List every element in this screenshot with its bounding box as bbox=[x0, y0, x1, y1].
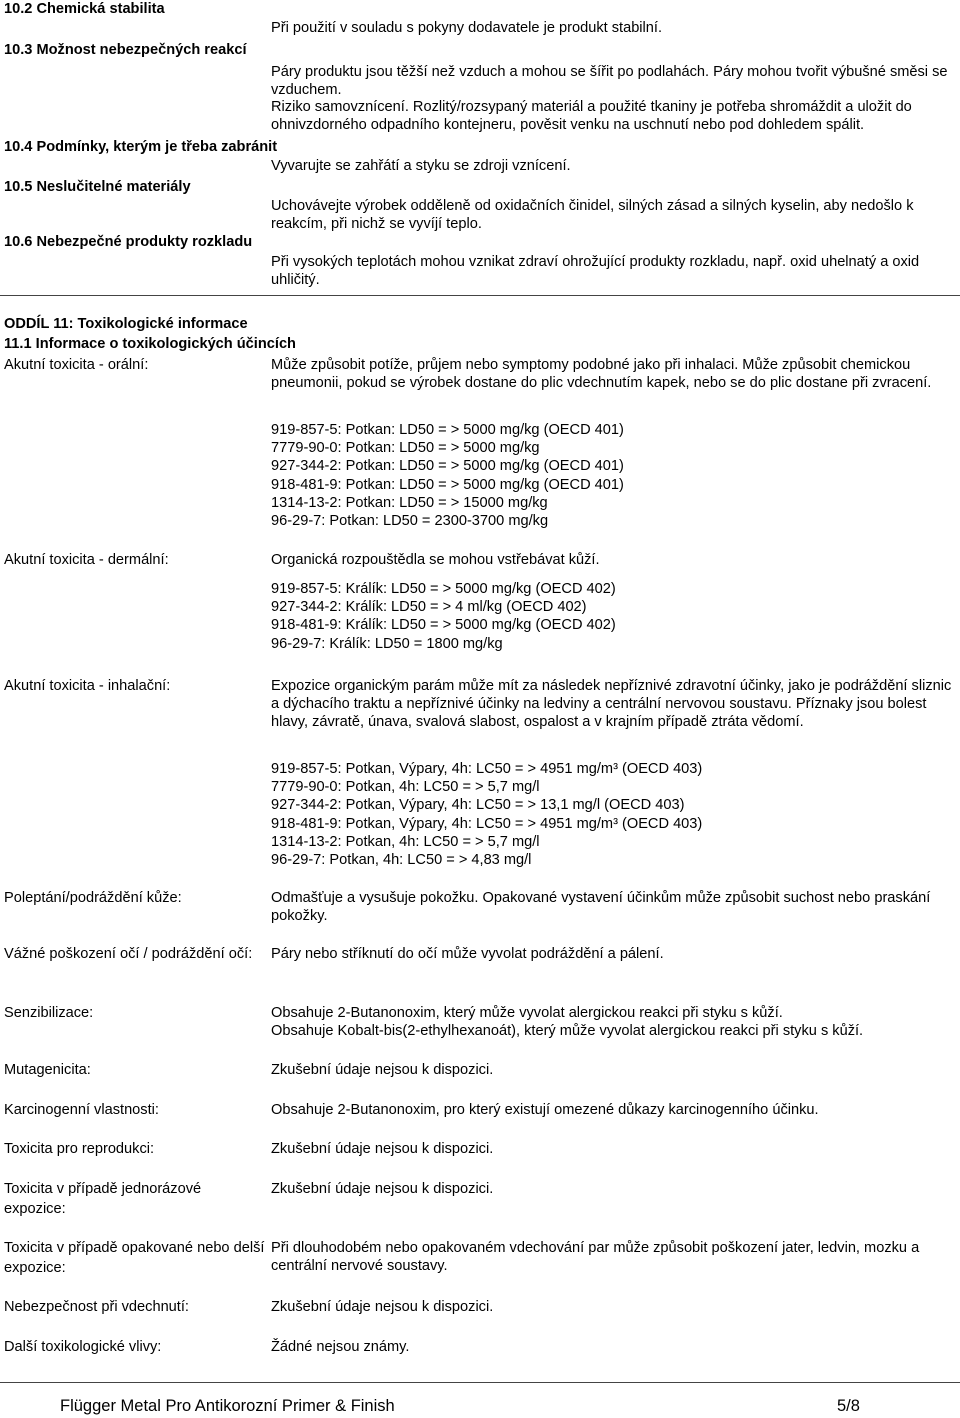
stot-repeated-text: Při dlouhodobém nebo opakovaném vdechování par může způsobit poškození jater, ledvin, mozku a centrální nervové soustavy. bbox=[271, 1240, 920, 1275]
value-line: 96-29-7: Králík: LD50 = 1800 mg/kg bbox=[271, 635, 503, 652]
reproductive-toxicity-label: Toxicita pro reprodukci: bbox=[4, 1141, 155, 1157]
skin-corrosion-label: Poleptání/podráždění kůže: bbox=[4, 890, 182, 906]
oral-toxicity-values bbox=[271, 421, 956, 530]
skin-corrosion-text: Odmašťuje a vysušuje pokožku. Opakované vystavení účinkům může způsobit suchost nebo praskání pokožky. bbox=[271, 890, 931, 925]
value-line: 927-344-2: Králík: LD50 = > 4 ml/kg (OECD 402) bbox=[271, 599, 587, 616]
section-10-2-title: 10.2 Chemická stabilita bbox=[4, 1, 165, 17]
aspiration-hazard-label: Nebezpečnost při vdechnutí: bbox=[4, 1299, 189, 1315]
inhalation-toxicity-label: Akutní toxicita - inhalační: bbox=[4, 678, 171, 694]
value-line: 96-29-7: Potkan: LD50 = 2300-3700 mg/kg bbox=[271, 513, 549, 530]
value-line: 918-481-9: Potkan: LD50 = > 5000 mg/kg (OECD 401) bbox=[271, 476, 624, 493]
section-10-6-text: Při vysokých teplotách mohou vznikat zdraví ohrožující produkty rozkladu, např. oxid uhelnatý a oxid uhličitý. bbox=[271, 254, 920, 289]
sensitisation-label: Senzibilizace: bbox=[4, 1005, 94, 1021]
section-11-1-subheading: 11.1 Informace o toxikologických účincích bbox=[4, 336, 296, 352]
inhalation-toxicity-values bbox=[271, 760, 956, 869]
section-10-3-title: 10.3 Možnost nebezpečných reakcí bbox=[4, 42, 247, 58]
section-10-4-text: Vyvarujte se zahřátí a styku se zdroji vznícení. bbox=[271, 158, 571, 174]
dermal-toxicity-text: Organická rozpouštědla se mohou vstřebávat kůží. bbox=[271, 552, 600, 568]
section-divider bbox=[0, 295, 960, 296]
footer-divider bbox=[0, 1382, 960, 1383]
section-10-3-text-1: Páry produktu jsou těžší než vzduch a mohou se šířit po podlahách. Páry mohou tvořit výbušné směsi se vzduchem. bbox=[271, 64, 948, 99]
value-line: 919-857-5: Potkan, Výpary, 4h: LC50 = > 4951 mg/m³ (OECD 403) bbox=[271, 761, 703, 777]
carcinogenicity-label: Karcinogenní vlastnosti: bbox=[4, 1102, 159, 1118]
reproductive-toxicity-text: Zkušební údaje nejsou k dispozici. bbox=[271, 1141, 494, 1157]
mutagenicity-text: Zkušební údaje nejsou k dispozici. bbox=[271, 1062, 494, 1078]
value-line: 919-857-5: Potkan: LD50 = > 5000 mg/kg (OECD 401) bbox=[271, 422, 624, 438]
sensitisation-text bbox=[271, 1004, 956, 1040]
stot-single-label: Toxicita v případě jednorázové expozice: bbox=[4, 1181, 202, 1217]
oral-toxicity-label: Akutní toxicita - orální: bbox=[4, 357, 149, 373]
eye-damage-text: Páry nebo stříknutí do očí může vyvolat podráždění a pálení. bbox=[271, 946, 664, 962]
dermal-toxicity-label: Akutní toxicita - dermální: bbox=[4, 552, 169, 568]
section-10-3-text-2: Riziko samovznícení. Rozlitý/rozsypaný materiál a použité tkaniny je potřeba shromáždit a uložit do ohnivzdorného odpadního kontejneru, pověsit venku na uschnutí nebo pod dohledem spálit. bbox=[271, 99, 912, 134]
stot-single-text: Zkušební údaje nejsou k dispozici. bbox=[271, 1181, 494, 1197]
value-line: 7779-90-0: Potkan: LD50 = > 5000 mg/kg bbox=[271, 440, 540, 457]
section-10-2-text: Při použití v souladu s pokyny dodavatele je produkt stabilní. bbox=[271, 20, 663, 36]
oral-toxicity-text: Může způsobit potíže, průjem nebo symptomy podobné jako při inhalaci. Může způsobit chemickou pneumonii, pokud se výrobek dostane do plic vdechnutím kapek, nebo se do plic dostane při zvracení. bbox=[271, 357, 932, 392]
eye-damage-label: Vážné poškození očí / podráždění očí: bbox=[4, 946, 253, 962]
value-line: 96-29-7: Potkan, 4h: LC50 = > 4,83 mg/l bbox=[271, 852, 532, 869]
value-line: 927-344-2: Potkan, Výpary, 4h: LC50 = > 13,1 mg/l (OECD 403) bbox=[271, 797, 685, 814]
other-effects-text: Žádné nejsou známy. bbox=[271, 1339, 410, 1355]
footer-product-name: Flügger Metal Pro Antikorozní Primer & Finish bbox=[60, 1397, 395, 1415]
footer-page-number: 5/8 bbox=[837, 1397, 860, 1415]
inhalation-toxicity-text: Expozice organickým parám může mít za následek nepříznivé zdravotní účinky, jako je podráždění sliznic a dýchacího traktu a nepříznivé účinky na ledviny a centrální nervovou soustavu. Příznaky jsou bolest hlavy, závratě, únava, svalová slabost, ospalost a v krajním případě ztráta vědomí. bbox=[271, 678, 952, 731]
value-line: 1314-13-2: Potkan: LD50 = > 15000 mg/kg bbox=[271, 494, 548, 511]
stot-repeated-label: Toxicita v případě opakované nebo delší expozice: bbox=[4, 1240, 265, 1276]
value-line: Obsahuje 2-Butanonoxim, který může vyvolat alergickou reakci při styku s kůží. bbox=[271, 1005, 783, 1021]
section-10-5-title: 10.5 Neslučitelné materiály bbox=[4, 179, 191, 195]
mutagenicity-label: Mutagenicita: bbox=[4, 1062, 91, 1078]
value-line: 927-344-2: Potkan: LD50 = > 5000 mg/kg (OECD 401) bbox=[271, 458, 624, 475]
value-line: 919-857-5: Králík: LD50 = > 5000 mg/kg (OECD 402) bbox=[271, 581, 616, 597]
section-11-heading: ODDÍL 11: Toxikologické informace bbox=[4, 316, 248, 332]
value-line: 7779-90-0: Potkan, 4h: LC50 = > 5,7 mg/l bbox=[271, 779, 540, 796]
value-line: Obsahuje Kobalt-bis(2-ethylhexanoát), který může vyvolat alergickou reakci při styku s kůží. bbox=[271, 1023, 864, 1040]
section-10-4-title: 10.4 Podmínky, kterým je třeba zabránit bbox=[4, 139, 278, 155]
carcinogenicity-text: Obsahuje 2-Butanonoxim, pro který existují omezené důkazy karcinogenního účinku. bbox=[271, 1102, 819, 1118]
section-10-6-title: 10.6 Nebezpečné produkty rozkladu bbox=[4, 234, 253, 250]
value-line: 1314-13-2: Potkan, 4h: LC50 = > 5,7 mg/l bbox=[271, 833, 540, 850]
dermal-toxicity-values bbox=[271, 580, 956, 653]
section-10-5-text: Uchovávejte výrobek odděleně od oxidačních činidel, silných zásad a silných kyselin, aby nedošlo k reakcím, při nichž se vyvíjí teplo. bbox=[271, 198, 914, 233]
value-line: 918-481-9: Králík: LD50 = > 5000 mg/kg (OECD 402) bbox=[271, 617, 616, 634]
value-line: 918-481-9: Potkan, Výpary, 4h: LC50 = > 4951 mg/m³ (OECD 403) bbox=[271, 815, 703, 832]
aspiration-hazard-text: Zkušební údaje nejsou k dispozici. bbox=[271, 1299, 494, 1315]
other-effects-label: Další toxikologické vlivy: bbox=[4, 1339, 162, 1355]
